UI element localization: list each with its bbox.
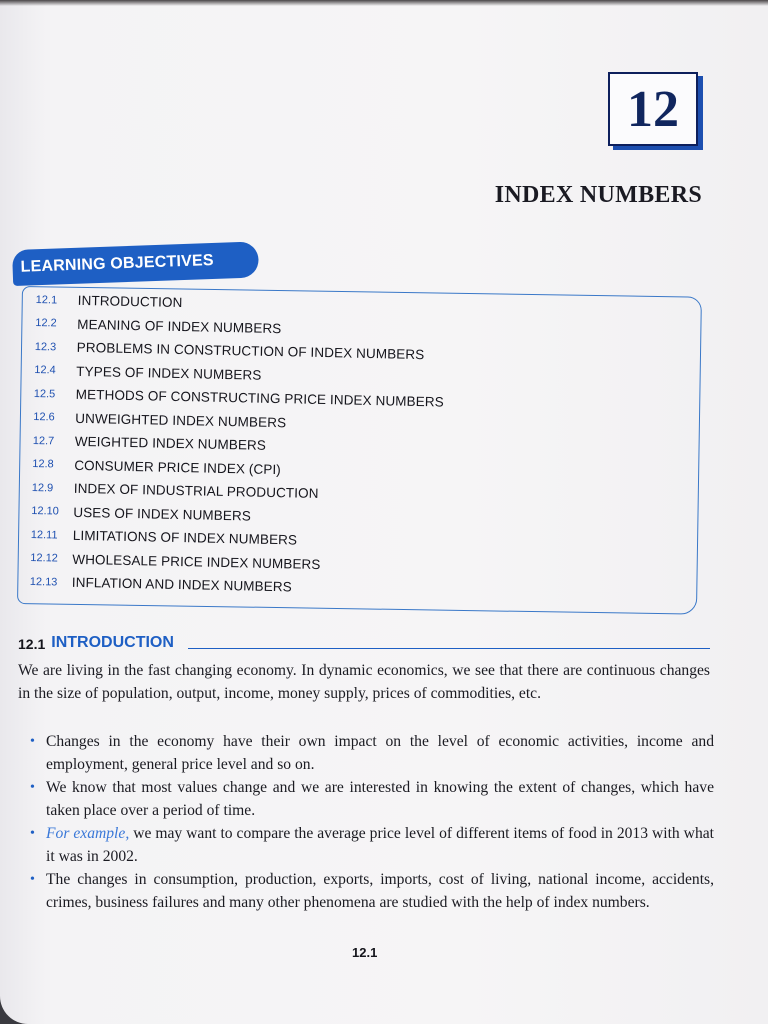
objective-number: 12.10 bbox=[31, 505, 59, 518]
chapter-number-box bbox=[608, 72, 698, 146]
page-number: 12.1 bbox=[352, 945, 378, 960]
section-number: 12.1 bbox=[18, 636, 46, 652]
bullet-text: We know that most values change and we are interested in knowing the extent of changes, which have taken place over a period of time. bbox=[46, 779, 714, 819]
bullet-list bbox=[30, 730, 714, 914]
objective-number: 12.7 bbox=[32, 434, 55, 448]
objective-number: 12.1 bbox=[35, 293, 58, 307]
objective-number: 12.8 bbox=[32, 458, 54, 471]
objective-text: TYPES OF INDEX NUMBERS bbox=[76, 363, 262, 383]
bullet-dot-icon: • bbox=[30, 780, 35, 795]
section-rule bbox=[188, 648, 710, 649]
objective-number: 12.5 bbox=[33, 387, 56, 401]
learning-objectives-heading: LEARNING OBJECTIVES bbox=[12, 241, 259, 286]
objective-text: CONSUMER PRICE INDEX (CPI) bbox=[74, 457, 282, 477]
objective-number: 12.3 bbox=[34, 340, 57, 354]
objective-text: INTRODUCTION bbox=[77, 293, 183, 311]
learning-objectives-list bbox=[30, 288, 696, 607]
section-heading bbox=[18, 630, 710, 652]
chapter-title: INDEX NUMBERS bbox=[494, 182, 702, 208]
example-label: For example, bbox=[46, 825, 130, 842]
objective-text: WEIGHTED INDEX NUMBERS bbox=[74, 434, 267, 454]
objective-text: METHODS OF CONSTRUCTING PRICE INDEX NUMBERS bbox=[75, 387, 444, 410]
objective-text: INDEX OF INDUSTRIAL PRODUCTION bbox=[73, 481, 319, 502]
bullet-text: The changes in consumption, production, exports, imports, cost of living, national income, accidents, crimes, business failures and many other phenomena are studied with the help of index numbers. bbox=[46, 871, 714, 911]
objective-number: 12.2 bbox=[35, 317, 57, 330]
bullet-item bbox=[30, 776, 714, 822]
objective-text: MEANING OF INDEX NUMBERS bbox=[77, 316, 282, 336]
bullet-dot-icon: • bbox=[30, 734, 35, 749]
objective-text: UNWEIGHTED INDEX NUMBERS bbox=[75, 410, 287, 431]
objective-number: 12.12 bbox=[30, 552, 58, 565]
objective-text: INFLATION AND INDEX NUMBERS bbox=[71, 575, 292, 595]
bullet-item bbox=[30, 822, 714, 868]
intro-paragraph: We are living in the fast changing economy. In dynamic economics, we see that there are continuous changes in the size of population, output, income, money supply, prices of commodities, etc. bbox=[18, 662, 710, 702]
bullet-dot-icon: • bbox=[30, 826, 35, 841]
bullet-dot-icon: • bbox=[30, 872, 35, 887]
objective-text: LIMITATIONS OF INDEX NUMBERS bbox=[72, 528, 298, 548]
objective-number: 12.11 bbox=[30, 528, 58, 542]
objective-number: 12.9 bbox=[31, 481, 54, 495]
objective-number: 12.13 bbox=[29, 575, 58, 589]
chapter-number: 12 bbox=[627, 80, 679, 138]
page-top-shadow bbox=[0, 0, 768, 6]
bullet-text: we may want to compare the average price level of different items of food in 2013 with what it was in 2002. bbox=[46, 825, 714, 865]
section-title: INTRODUCTION bbox=[51, 634, 174, 651]
objective-text: WHOLESALE PRICE INDEX NUMBERS bbox=[72, 551, 321, 572]
objective-text: USES OF INDEX NUMBERS bbox=[73, 504, 252, 524]
objective-number: 12.6 bbox=[33, 411, 55, 424]
objective-text: PROBLEMS IN CONSTRUCTION OF INDEX NUMBERS bbox=[76, 340, 425, 363]
objective-number: 12.4 bbox=[34, 364, 56, 377]
bullet-text: Changes in the economy have their own impact on the level of economic activities, income and employment, general price level and so on. bbox=[46, 733, 714, 773]
bullet-item bbox=[30, 730, 714, 776]
bullet-item bbox=[30, 868, 714, 914]
